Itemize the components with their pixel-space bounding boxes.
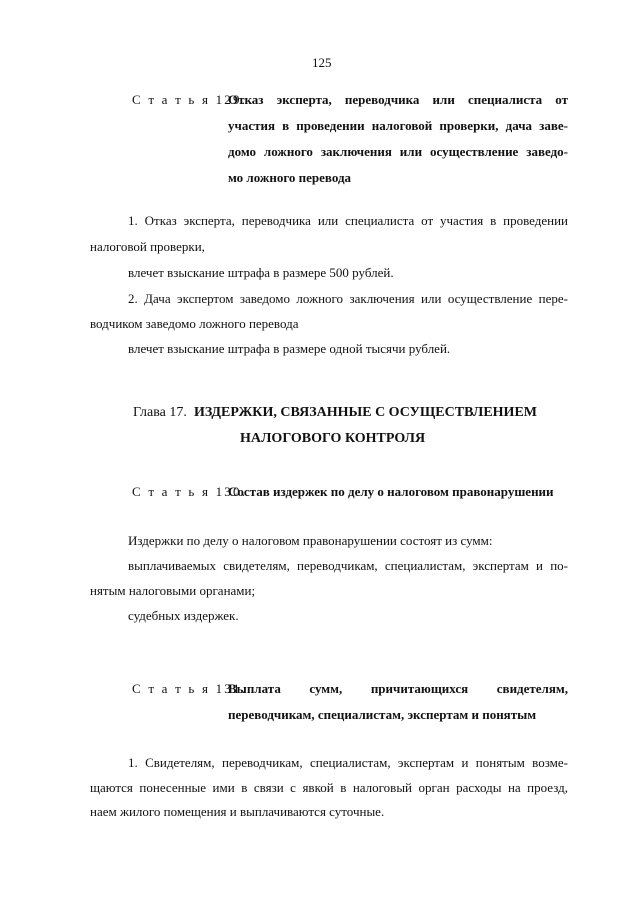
- article-130-paragraph-line: нятым налоговыми органами;: [90, 583, 256, 598]
- chapter-17-title-line-1: ИЗДЕРЖКИ, СВЯЗАННЫЕ С ОСУЩЕСТВЛЕНИЕМ: [194, 405, 537, 420]
- article-129-paragraph-line: 2. Дача экспертом заведомо ложного заключения или осуществление пере-: [128, 291, 568, 306]
- chapter-17-label: Глава 17.: [133, 405, 187, 420]
- article-129-title-line-2: участия в проведении налоговой проверки, дача заве-: [228, 118, 568, 133]
- article-131-paragraph-line: наем жилого помещения и выплачиваются суточные.: [90, 804, 385, 819]
- article-129-title-line-1: Отказ эксперта, переводчика или специалиста от: [228, 92, 568, 107]
- article-130-paragraph-line: Издержки по делу о налоговом правонарушении состоят из сумм:: [128, 533, 493, 548]
- article-130-title: Состав издержек по делу о налоговом правонарушении: [228, 484, 554, 499]
- article-129-title-line-4: мо ложного перевода: [228, 170, 352, 185]
- article-131-label: С т а т ь я 131.: [132, 681, 248, 696]
- article-131-paragraph-line: 1. Свидетелям, переводчикам, специалистам, экспертам и понятым возме-: [128, 755, 568, 770]
- article-129-label: С т а т ь я 129.: [132, 92, 248, 107]
- article-130-label: С т а т ь я 130.: [132, 484, 248, 499]
- article-131-paragraph-line: щаются понесенные ими в связи с явкой в налоговый орган расходы на проезд,: [90, 780, 568, 795]
- article-131-title-line-2: переводчикам, специалистам, экспертам и понятым: [228, 707, 537, 722]
- article-129-paragraph-line: влечет взыскание штрафа в размере одной тысячи рублей.: [128, 341, 451, 356]
- article-130-paragraph-line: судебных издержек.: [128, 608, 239, 623]
- article-129-title-line-3: домо ложного заключения или осуществление заведо-: [228, 144, 568, 159]
- article-131-title-line-1: Выплата сумм, причитающихся свидетелям,: [228, 681, 568, 696]
- page-number: 125: [312, 55, 332, 70]
- article-130-paragraph-line: выплачиваемых свидетелям, переводчикам, специалистам, экспертам и по-: [128, 558, 568, 573]
- article-129-paragraph-line: водчиком заведомо ложного перевода: [90, 316, 299, 331]
- chapter-17-title-line-2: НАЛОГОВОГО КОНТРОЛЯ: [240, 431, 426, 446]
- article-129-paragraph-line: влечет взыскание штрафа в размере 500 рублей.: [128, 265, 394, 280]
- article-129-paragraph-line: налоговой проверки,: [90, 239, 205, 254]
- article-129-paragraph-line: 1. Отказ эксперта, переводчика или специалиста от участия в проведении: [128, 213, 568, 228]
